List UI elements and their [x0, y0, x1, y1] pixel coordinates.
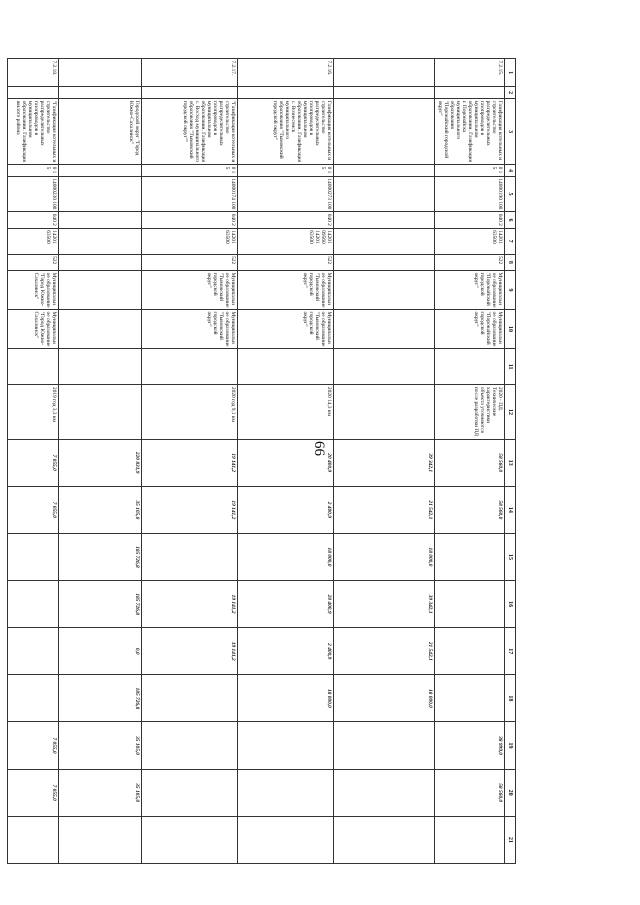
cell-col6 — [59, 212, 142, 229]
column-number: 6 — [505, 212, 516, 229]
cell-col5: 14000190 100 — [435, 176, 505, 211]
cell-col13: 20 400,9 — [238, 439, 334, 486]
cell-col6: 040 2 — [238, 212, 334, 229]
cell-col20: 35 105,0 — [59, 769, 142, 816]
cell-id: 7.2.17. — [142, 59, 238, 87]
cell-name: "Газификация котельных и строительство распределительных газопроводов в муниципальном образовании. Газификация с. Восход муниципального образования "Тымовский городской округ"" — [142, 99, 238, 165]
column-number: 8 — [505, 254, 516, 271]
cell-col11 — [334, 348, 435, 385]
cell-col9: Муниципальное образование "Поронайский городской округ" — [435, 271, 505, 310]
cell-col4: 0 1 5 — [8, 165, 59, 177]
cell-col12: 2019 год 3,3 км — [8, 385, 59, 439]
cell-col11 — [59, 348, 142, 385]
cell-col11 — [142, 348, 238, 385]
empty-cell — [435, 87, 505, 99]
cell-col16: 20 400,9 — [238, 581, 334, 628]
cell-col10: Муниципальное образование "Поронайский городской округ" — [435, 310, 505, 349]
empty-cell — [59, 87, 142, 99]
column-number: 20 — [505, 769, 516, 816]
table-row — [142, 59, 238, 864]
cell-col21 — [435, 816, 505, 863]
column-number: 12 — [505, 385, 516, 439]
cell-col18: 18 000,0 — [238, 675, 334, 722]
cell-col5: 14000174 100 — [142, 176, 238, 211]
cell-col14: 21 542,1 — [334, 486, 435, 533]
cell-col7: 14201 63500 — [142, 228, 238, 254]
table-frame — [15, 58, 516, 864]
cell-col7: 14201 63500 — [8, 228, 59, 254]
column-number: 13 — [505, 439, 516, 486]
cell-col12 — [59, 385, 142, 439]
cell-col10: Муниципальное образование "Тымовский городской округ" — [142, 310, 238, 349]
cell-col9: Муниципальное образование "Тымовский городской округ" — [142, 271, 238, 310]
cell-col4 — [334, 165, 435, 177]
cell-col19: 35 105,0 — [59, 722, 142, 769]
column-number: 16 — [505, 581, 516, 628]
rotated-table-area — [15, 58, 516, 864]
cell-id — [334, 59, 435, 87]
cell-col17: 0,0 — [59, 628, 142, 675]
cell-id: 7.2.16. — [238, 59, 334, 87]
column-number: 1 — [505, 59, 516, 87]
cell-name: Газификация котельных и строительство распределительных газопроводов в муниципальном образовании. Газификация г. Поронайска муниципального образования "Поронайский городской округ" — [435, 99, 505, 165]
cell-col8 — [334, 254, 435, 271]
cell-col17: 2 400,9 — [238, 628, 334, 675]
cell-col21 — [238, 816, 334, 863]
cell-col8: 522 — [435, 254, 505, 271]
table-row — [238, 59, 334, 864]
cell-col14: 58 560,0 — [435, 486, 505, 533]
cell-col10 — [59, 310, 142, 349]
cell-col14: 19 141,2 — [142, 486, 238, 533]
cell-col5: 14000273 100 — [238, 176, 334, 211]
column-number: 5 — [505, 176, 516, 211]
cell-col4: 0 1 5 — [238, 165, 334, 177]
column-number: 10 — [505, 310, 516, 349]
cell-col18 — [435, 675, 505, 722]
cell-col5: 14000230 100 — [8, 176, 59, 211]
cell-col21 — [142, 816, 238, 863]
cell-col13: 19 141,2 — [142, 439, 238, 486]
cell-col7 — [334, 228, 435, 254]
cell-col15: 18 000,0 — [238, 533, 334, 580]
column-number-row — [505, 59, 516, 864]
column-number: 3 — [505, 99, 516, 165]
cell-col17: 21 542,1 — [334, 628, 435, 675]
cell-col6: 040 2 — [435, 212, 505, 229]
empty-cell — [238, 87, 334, 99]
cell-col17 — [435, 628, 505, 675]
cell-col4: 0 1 5 — [435, 165, 505, 177]
cell-col10 — [334, 310, 435, 349]
cell-col19 — [142, 722, 238, 769]
cell-col16: 19 141,2 — [142, 581, 238, 628]
cell-name: Газификация котельных и строительство распределительных газопроводов в муниципальном образовании. Газификация с. Вознесенск муниципального образования "Тымовский городской округ" — [238, 99, 334, 165]
page-number: 66 — [311, 441, 327, 456]
cell-col11 — [238, 348, 334, 385]
cell-col10: Муниципальное образование "Город Южно-Сахалинск" — [8, 310, 59, 349]
cell-col19 — [334, 722, 435, 769]
column-number: 9 — [505, 271, 516, 310]
cell-col4: 0 1 5 — [142, 165, 238, 177]
cell-col20: 7 055,0 — [8, 769, 59, 816]
cell-name: Городской округ "Город Южно-Сахалинск" — [59, 99, 142, 165]
cell-col8 — [59, 254, 142, 271]
cell-col16: 185 726,8 — [59, 581, 142, 628]
cell-col17: 19 141,2 — [142, 628, 238, 675]
cell-col14: 7 055,0 — [8, 486, 59, 533]
empty-cell — [8, 87, 59, 99]
cell-col12: 2020 год 9,1 км — [142, 385, 238, 439]
cell-col5 — [59, 176, 142, 211]
cell-col18 — [142, 675, 238, 722]
cell-col15 — [435, 533, 505, 580]
cell-col19: 38 999,0 — [435, 722, 505, 769]
cell-col14: 2 400,9 — [238, 486, 334, 533]
column-number: 4 — [505, 165, 516, 177]
column-number: 7 — [505, 228, 516, 254]
cell-col21 — [59, 816, 142, 863]
cell-col6 — [334, 212, 435, 229]
cell-col12: 2020 - ПД. Технические характеристики объекта уточняются после разработки ПД — [435, 385, 505, 439]
investment-program-table — [7, 58, 516, 864]
table-row — [8, 59, 59, 864]
column-number: 11 — [505, 348, 516, 385]
column-number: 15 — [505, 533, 516, 580]
cell-col8: 522 — [142, 254, 238, 271]
cell-col20: 58 560,0 — [435, 769, 505, 816]
cell-col4 — [59, 165, 142, 177]
cell-col20 — [334, 769, 435, 816]
cell-col6: 040 2 — [8, 212, 59, 229]
table-row — [334, 59, 435, 864]
table-body — [8, 59, 516, 864]
cell-name: "Газификация котельных и строительство распределительных газопроводов в муниципальном образовании. Газификация жилого района — [8, 99, 59, 165]
column-number: 21 — [505, 816, 516, 863]
column-number: 14 — [505, 486, 516, 533]
cell-col11 — [8, 348, 59, 385]
cell-col19: 7 055,0 — [8, 722, 59, 769]
cell-col7: 14201 09560 14201 63500 — [238, 228, 334, 254]
column-number: 19 — [505, 722, 516, 769]
cell-col13: 7 055,0 — [8, 439, 59, 486]
cell-id: 7.2.15. — [435, 59, 505, 87]
cell-name — [334, 99, 435, 165]
cell-col18: 18 000,0 — [334, 675, 435, 722]
cell-col7 — [59, 228, 142, 254]
cell-col19 — [238, 722, 334, 769]
cell-col16 — [8, 581, 59, 628]
cell-col20 — [238, 769, 334, 816]
cell-col8: 522 — [8, 254, 59, 271]
cell-col10: Муниципальное образование "Тымовский городской округ" — [238, 310, 334, 349]
cell-col18: 185 726,8 — [59, 675, 142, 722]
cell-col13: 58 560,0 — [435, 439, 505, 486]
column-number: 17 — [505, 628, 516, 675]
cell-col9: Муниципальное образование "Город Южно-Сахалинск" — [8, 271, 59, 310]
table-row — [435, 59, 505, 864]
cell-col21 — [334, 816, 435, 863]
empty-cell — [142, 87, 238, 99]
table-row — [59, 59, 142, 864]
cell-col15 — [8, 533, 59, 580]
cell-col18 — [8, 675, 59, 722]
cell-col9 — [59, 271, 142, 310]
cell-col5 — [334, 176, 435, 211]
cell-col15: 185 726,8 — [59, 533, 142, 580]
cell-col9: Муниципальное образование "Тымовский городской округ" — [238, 271, 334, 310]
cell-col15: 18 000,0 — [334, 533, 435, 580]
cell-col12 — [334, 385, 435, 439]
empty-cell — [334, 87, 435, 99]
cell-col16: 39 342,1 — [334, 581, 435, 628]
cell-col6: 040 2 — [142, 212, 238, 229]
cell-col12: 2020 14,3 км — [238, 385, 334, 439]
cell-col21 — [8, 816, 59, 863]
cell-col13: 39 342,1 — [334, 439, 435, 486]
cell-col9 — [334, 271, 435, 310]
cell-col17 — [8, 628, 59, 675]
cell-col8: 522 — [238, 254, 334, 271]
cell-id: 7.2.18. — [8, 59, 59, 87]
cell-col13: 220 831,9 — [59, 439, 142, 486]
cell-id — [59, 59, 142, 87]
cell-col7: 14201 63500 — [435, 228, 505, 254]
column-number: 18 — [505, 675, 516, 722]
cell-col20 — [142, 769, 238, 816]
cell-col15 — [142, 533, 238, 580]
column-number: 2 — [505, 87, 516, 99]
cell-col16 — [435, 581, 505, 628]
cell-col11 — [435, 348, 505, 385]
cell-col14: 35 105,0 — [59, 486, 142, 533]
